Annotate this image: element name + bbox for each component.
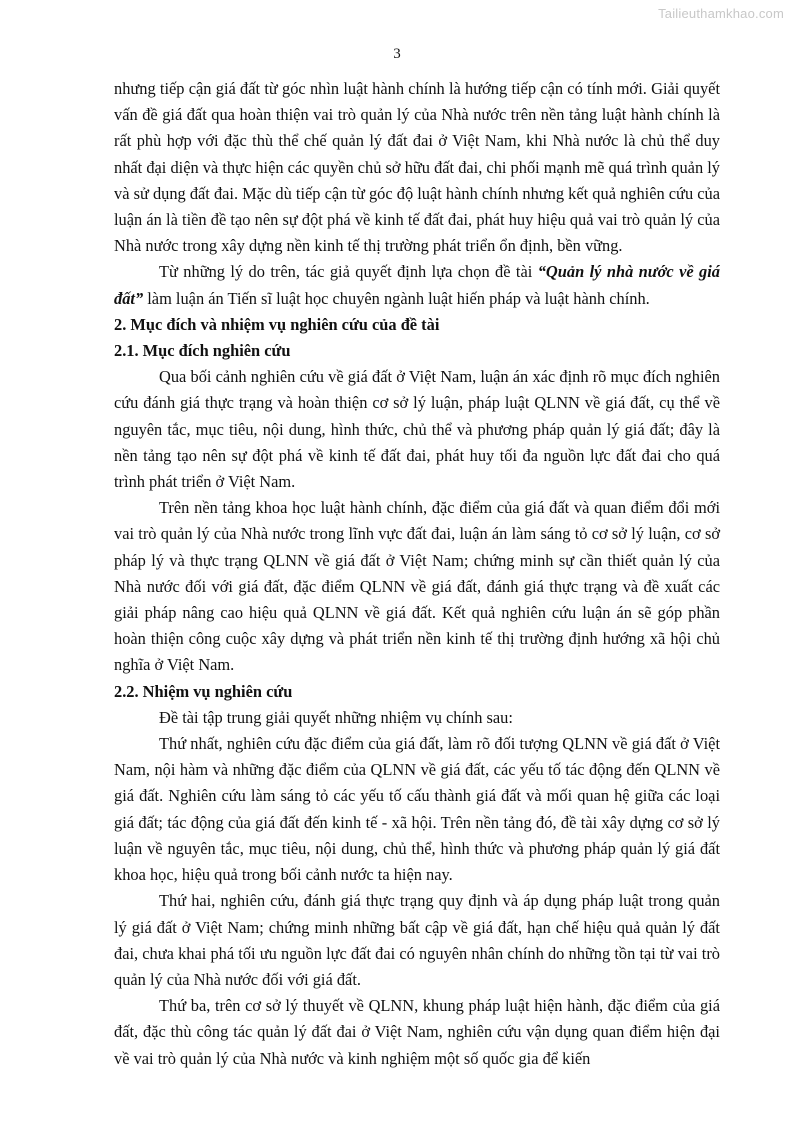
section-heading-2-2: 2.2. Nhiệm vụ nghiên cứu	[114, 681, 293, 701]
watermark: Tailieuthamkhao.com	[658, 6, 784, 21]
paragraph-task-2: Thứ hai, nghiên cứu, đánh giá thực trạng quy định và áp dụng pháp luật trong quản lý giá đất ở Việt Nam; chứng minh những bất cập về giá đất, hạn chế hiệu quả quản lý đất đai, chưa khai phá tối ưu nguồn lực đất đai có nguyên nhân chính do những tồn tại từ vai trò quản lý của Nhà nước đối với giá đất.	[114, 891, 720, 989]
page-number: 3	[393, 46, 401, 62]
paragraph-topic-after: làm luận án Tiến sĩ luật học chuyên ngành luật hiến pháp và luật hành chính.	[143, 288, 650, 308]
paragraph-topic-before: Từ những lý do trên, tác giả quyết định lựa chọn đề tài	[159, 262, 538, 282]
section-heading-2-1: 2.1. Mục đích nghiên cứu	[114, 341, 291, 361]
paragraph-task-3: Thứ ba, trên cơ sở lý thuyết về QLNN, khung pháp luật hiện hành, đặc điểm của giá đất, đặc thù công tác quản lý đất đai ở Việt Nam, nghiên cứu vận dụng quan điểm hiện đại về vai trò quản lý của Nhà nước và kinh nghiệm một số quốc gia để kiến	[114, 996, 720, 1068]
paragraph-task-1: Thứ nhất, nghiên cứu đặc điểm của giá đất, làm rõ đối tượng QLNN về giá đất ở Việt Nam, nội hàm và những đặc điểm của QLNN về giá đất, các yếu tố tác động đến QLNN về giá đất. Nghiên cứu làm sáng tỏ các yếu tố cấu thành giá đất và mối quan hệ giữa các loại giá đất; tác động của giá đất đến kinh tế - xã hội. Trên nền tảng đó, đề tài xây dựng cơ sở lý luận về nguyên tắc, mục tiêu, nội dung, chủ thể, hình thức và phương pháp quản lý giá đất khoa học, hiệu quả trong bối cảnh nước ta hiện nay.	[114, 734, 720, 885]
paragraph-continuation: nhưng tiếp cận giá đất từ góc nhìn luật hành chính là hướng tiếp cận có tính mới. Giải quyết vấn đề giá đất qua hoàn thiện vai trò quản lý của Nhà nước trên nền tảng luật hành chính là rất phù hợp với đặc thù thể chế quản lý đất đai ở Việt Nam, khi Nhà nước là chủ thể duy nhất đại diện và thực hiện các quyền chủ sở hữu đất đai, chi phối mạnh mẽ quá trình quản lý và sử dụng đất đai. Mặc dù tiếp cận từ góc độ luật hành chính nhưng kết quả nghiên cứu của luận án là tiền đề tạo nên sự đột phá về kinh tế đất đai, phát huy hiệu quả vai trò quản lý của Nhà nước trong xây dựng nền kinh tế thị trường phát triển ổn định, bền vững.	[114, 79, 720, 256]
thesis-title: “Quản lý nhà nước về giá đất”	[114, 262, 720, 308]
paragraph-purpose-1: Qua bối cảnh nghiên cứu về giá đất ở Việt Nam, luận án xác định rõ mục đích nghiên cứu đánh giá thực trạng và hoàn thiện cơ sở lý luận, pháp luật QLNN về giá đất, cụ thể về nguyên tắc, mục tiêu, nội dung, hình thức, chủ thể và phương pháp quản lý giá đất; đây là nền tảng tạo nên sự đột phá về kinh tế đất đai, phát huy tối đa nguồn lực đất đai cho quá trình phát triển ở Việt Nam.	[114, 367, 720, 492]
paragraph-purpose-2: Trên nền tảng khoa học luật hành chính, đặc điểm của giá đất và quan điểm đổi mới vai trò quản lý của Nhà nước trong lĩnh vực đất đai, luận án làm sáng tỏ cơ sở lý luận, cơ sở pháp lý và thực trạng QLNN về giá đất ở Việt Nam; chứng minh sự cần thiết quản lý của Nhà nước đối với giá đất, đặc điểm QLNN về giá đất, đánh giá thực trạng và đề xuất các giải pháp nâng cao hiệu quả QLNN về giá đất. Kết quả nghiên cứu luận án sẽ góp phần hoàn thiện công cuộc xây dựng và phát triển nền kinh tế thị trường định hướng xã hội chủ nghĩa ở Việt Nam.	[114, 498, 720, 675]
section-heading-2: 2. Mục đích và nhiệm vụ nghiên cứu của đề tài	[114, 314, 440, 334]
paragraph-tasks-intro: Đề tài tập trung giải quyết những nhiệm vụ chính sau:	[159, 707, 513, 727]
paragraph-topic-choice	[114, 259, 720, 311]
document-body	[114, 76, 720, 1072]
